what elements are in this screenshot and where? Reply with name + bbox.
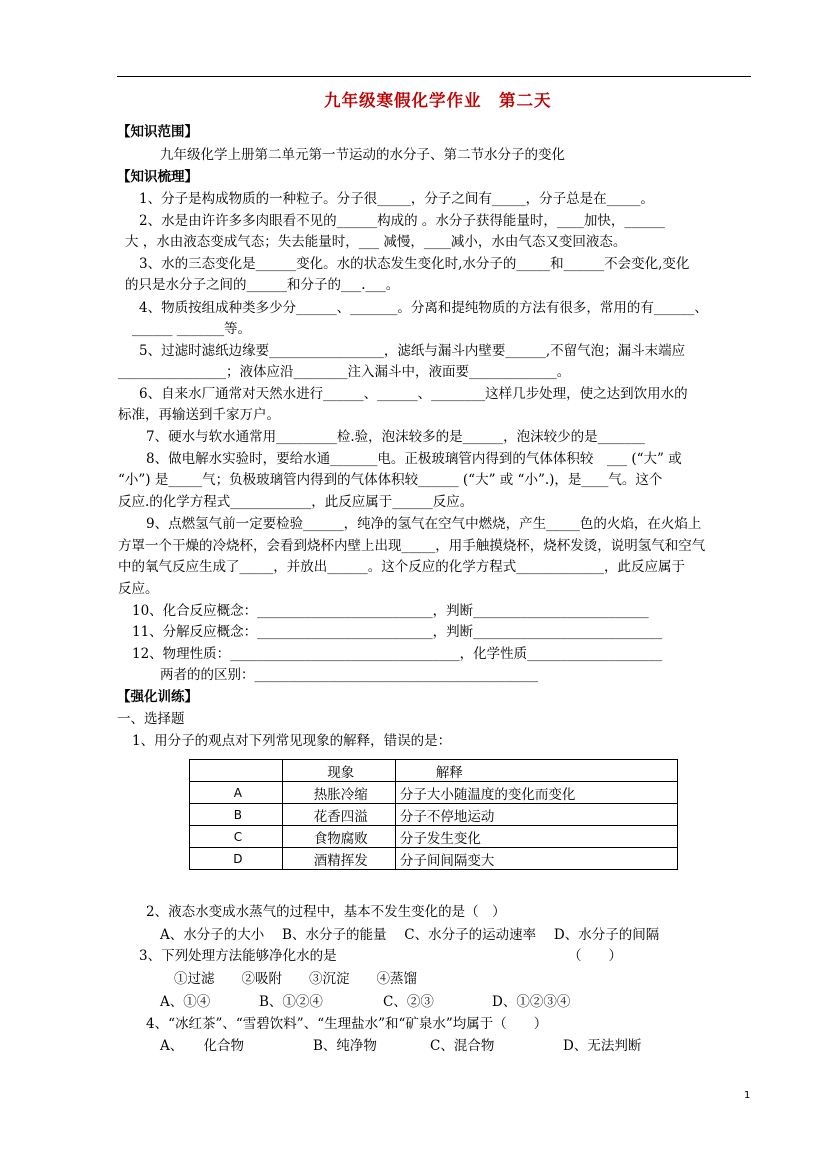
table-cell: 分子不停地运动 <box>395 804 677 826</box>
section-training: 【强化训练】 <box>117 689 198 705</box>
review-line: 3、水的三态变化是______变化。水的状态发生变化时,水分子的_____和______不会变化,变化 <box>139 256 690 272</box>
table-cell: C <box>190 826 283 848</box>
question-3: 3、下列处理方法能够净化水的是 <box>139 948 337 964</box>
review-line: 1、分子是构成物质的一种粒子。分子很_____，分子之间有_____，分子总是在_____。 <box>139 191 654 207</box>
table-cell: B <box>190 804 283 826</box>
table-header-row <box>190 760 678 782</box>
question-2: 2、液态水变成水蒸气的过程中，基本不发生变化的是（ ） <box>146 904 506 920</box>
table-row <box>190 826 678 848</box>
review-line: 反应.的化学方程式____________，此反应属于______反应。 <box>118 494 474 510</box>
table-cell: A <box>190 782 283 804</box>
table-cell: 花香四溢 <box>282 804 395 826</box>
table-cell: 酒精挥发 <box>282 848 395 870</box>
table-cell: 分子大小随温度的变化而变化 <box>395 782 677 804</box>
review-line: 8、做电解水实验时，要给水通_______电。正极玻璃管内得到的气体体积较 ___ (“大” 或 <box>146 451 682 467</box>
review-line: 2、水是由许许多多肉眼看不见的______构成的 。水分子获得能量时，____加快，______ <box>139 213 665 229</box>
table-cell: D <box>190 848 283 870</box>
review-line: 中的氧气反应生成了_____，并放出______。这个反应的化学方程式_____________，此反应属于 <box>118 559 685 575</box>
table-cell: 分子间间隔变大 <box>395 848 677 870</box>
review-line: 方罩一个干燥的冷烧杯，会看到烧杯内壁上出现_____，用手触摸烧杯，烧杯发烫，说明氢气和空气 <box>118 538 706 554</box>
question-2-options: A、水分子的大小 B、水分子的能量 C、水分子的运动速率 D、水分子的间隔 <box>160 927 660 943</box>
table-header-cell: 现象 <box>282 760 395 782</box>
phenomena-table <box>189 759 678 870</box>
table-header-cell: 解释 <box>395 760 677 782</box>
page-number: 1 <box>744 1090 751 1101</box>
question-3-paren: （ ） <box>568 948 622 964</box>
review-line: 11、分解反应概念：__________________________，判断____________________________ <box>132 624 663 640</box>
q3-option-d: D、①②③④ <box>492 994 571 1010</box>
table-header-cell <box>190 760 283 782</box>
review-line: 12、物理性质：__________________________________，化学性质____________________ <box>132 646 663 662</box>
table-row <box>190 804 678 826</box>
question-4: 4、“冰红茶”、“雪碧饮料”、“生理盐水”和“矿泉水”均属于（ ） <box>146 1016 548 1032</box>
question-3-items: ①过滤 ②吸附 ③沉淀 ④蒸馏 <box>174 971 417 987</box>
q3-option-b: B、①②④ <box>259 994 323 1010</box>
table-row <box>190 782 678 804</box>
table-cell: 分子发生变化 <box>395 826 677 848</box>
review-line: 标准，再输送到千家万户。 <box>118 407 280 423</box>
review-line: 反应。 <box>118 581 159 597</box>
q3-option-c: C、②③ <box>383 994 434 1010</box>
review-line: ______ _______等。 <box>132 321 252 337</box>
review-line: 大 ，水由液态变成气态；失去能量时，___ 减慢，____减小，水由气态又变回液态。 <box>125 234 627 250</box>
section-scope: 【知识范围】 <box>117 124 198 140</box>
q4-option-c: C、混合物 <box>430 1038 495 1054</box>
header-rule <box>117 76 751 77</box>
review-line: “小”) 是_____气；负极玻璃管内得到的气体体积较______ (“大” 或 “小”.)，是____气。这个 <box>118 472 663 488</box>
section-review: 【知识梳理】 <box>117 169 198 185</box>
q4-option-a: A、 化合物 <box>160 1038 244 1054</box>
q3-option-a: A、①④ <box>160 994 211 1010</box>
page-title: 九年级寒假化学作业 第二天 <box>324 91 552 110</box>
scope-text: 九年级化学上册第二单元第一节运动的水分子、第二节水分子的变化 <box>160 147 565 163</box>
q4-option-b: B、纯净物 <box>313 1038 377 1054</box>
review-line: 7、硬水与软水通常用_________检.验，泡沫较多的是______，泡沫较少的是_______ <box>146 429 645 445</box>
review-line: 6、自来水厂通常对天然水进行______、______、________这样几步处理，使之达到饮用水的 <box>139 386 688 402</box>
table-cell: 食物腐败 <box>282 826 395 848</box>
review-line: ________________；液体应沿________注入漏斗中，液面要_____________。 <box>118 364 571 380</box>
q4-option-d: D、无法判断 <box>563 1038 642 1054</box>
table-cell: 热胀冷缩 <box>282 782 395 804</box>
review-line: 5、过滤时滤纸边缘要_________________，滤纸与漏斗内壁要______,不留气泡；漏斗末端应 <box>139 343 686 359</box>
question-1: 1、用分子的观点对下列常见现象的解释，错误的是： <box>132 733 452 749</box>
choice-heading: 一、选择题 <box>117 711 185 727</box>
table-row <box>190 848 678 870</box>
review-line: 的只是水分子之间的______和分子的___.___。 <box>125 277 400 293</box>
review-line: 9、点燃氢气前一定要检验______，纯净的氢气在空气中燃烧，产生_____色的火焰，在火焰上 <box>146 516 702 532</box>
review-line: 10、化合反应概念：__________________________，判断__________________________ <box>132 603 649 619</box>
review-line: 4、物质按组成种类多少分______、_______。分离和提纯物质的方法有很多，常用的有______、 <box>139 300 708 316</box>
review-line: 两者的的区别：__________________________________________ <box>160 667 538 683</box>
